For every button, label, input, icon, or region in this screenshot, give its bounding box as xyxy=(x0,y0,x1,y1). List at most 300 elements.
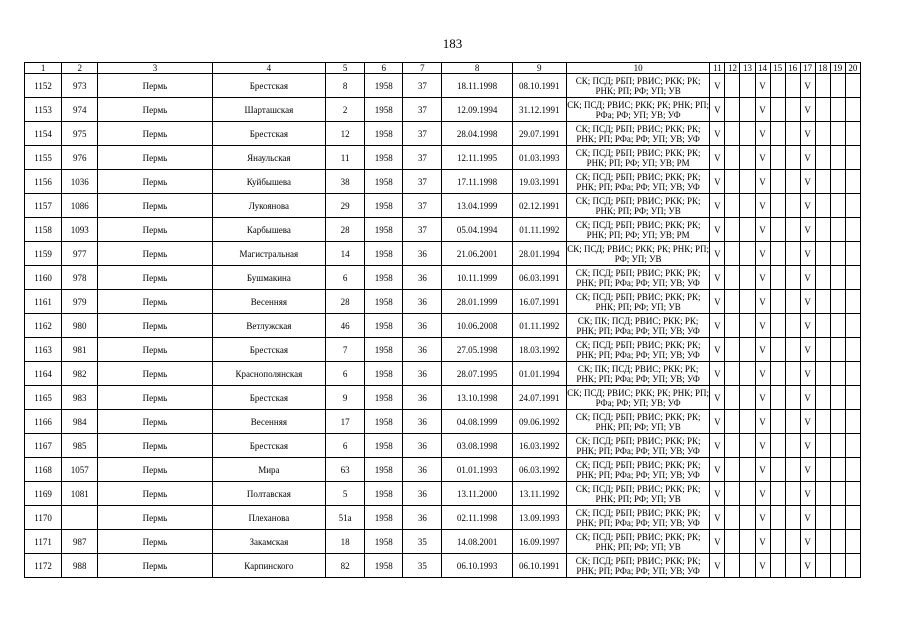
cell-col-20 xyxy=(845,74,860,98)
cell-col-10: СК; ПСД; РБП; РВИС; РКК; РК; РНК; РП; РФ; УП; УВ xyxy=(566,74,710,98)
cell-col-10: СК; ПСД; РБП; РВИС; РКК; РК; РНК; РП; РФ; УП; УВ xyxy=(566,410,710,434)
cell-col-14: V xyxy=(755,458,770,482)
cell-col-4: Брестская xyxy=(212,434,325,458)
cell-col-1: 1162 xyxy=(25,314,62,338)
cell-col-16 xyxy=(785,386,800,410)
cell-col-13 xyxy=(740,554,755,578)
table-row xyxy=(25,434,861,458)
cell-col-14: V xyxy=(755,266,770,290)
table-row xyxy=(25,122,861,146)
cell-col-9: 01.03.1993 xyxy=(512,146,566,170)
cell-col-19 xyxy=(830,362,845,386)
cell-col-18 xyxy=(815,218,830,242)
column-header-15: 15 xyxy=(770,63,785,74)
cell-col-14: V xyxy=(755,482,770,506)
cell-col-11: V xyxy=(710,314,725,338)
column-header-5: 5 xyxy=(326,63,365,74)
cell-col-18 xyxy=(815,146,830,170)
cell-col-4: Плеханова xyxy=(212,506,325,530)
cell-col-4: Краснополянская xyxy=(212,362,325,386)
cell-col-12 xyxy=(725,290,740,314)
table-row xyxy=(25,218,861,242)
cell-col-6: 1958 xyxy=(365,122,403,146)
cell-col-11: V xyxy=(710,506,725,530)
table-row xyxy=(25,194,861,218)
cell-col-20 xyxy=(845,170,860,194)
cell-col-3: Пермь xyxy=(98,506,212,530)
cell-col-19 xyxy=(830,98,845,122)
cell-col-17: V xyxy=(800,122,815,146)
cell-col-16 xyxy=(785,458,800,482)
cell-col-10: СК; ПК; ПСД; РВИС; РКК; РК; РНК; РП; РФа; РФ; УП; УВ; УФ xyxy=(566,362,710,386)
cell-col-19 xyxy=(830,74,845,98)
cell-col-18 xyxy=(815,170,830,194)
cell-col-15 xyxy=(770,98,785,122)
cell-col-15 xyxy=(770,482,785,506)
table-row xyxy=(25,482,861,506)
cell-col-12 xyxy=(725,74,740,98)
cell-col-5: 29 xyxy=(326,194,365,218)
cell-col-3: Пермь xyxy=(98,482,212,506)
cell-col-17: V xyxy=(800,386,815,410)
table-row xyxy=(25,266,861,290)
cell-col-1: 1152 xyxy=(25,74,62,98)
table-row xyxy=(25,242,861,266)
cell-col-19 xyxy=(830,554,845,578)
cell-col-15 xyxy=(770,266,785,290)
cell-col-9: 24.07.1991 xyxy=(512,386,566,410)
cell-col-11: V xyxy=(710,362,725,386)
cell-col-20 xyxy=(845,482,860,506)
cell-col-5: 2 xyxy=(326,98,365,122)
cell-col-18 xyxy=(815,434,830,458)
cell-col-7: 36 xyxy=(403,410,442,434)
cell-col-3: Пермь xyxy=(98,194,212,218)
column-header-13: 13 xyxy=(740,63,755,74)
cell-col-14: V xyxy=(755,386,770,410)
cell-col-15 xyxy=(770,194,785,218)
cell-col-12 xyxy=(725,146,740,170)
cell-col-7: 37 xyxy=(403,74,442,98)
cell-col-13 xyxy=(740,266,755,290)
cell-col-4: Полтавская xyxy=(212,482,325,506)
cell-col-10: СК; ПК; ПСД; РВИС; РКК; РК; РНК; РП; РФа; РФ; УП; УВ; УФ xyxy=(566,314,710,338)
cell-col-16 xyxy=(785,434,800,458)
cell-col-5: 8 xyxy=(326,74,365,98)
cell-col-4: Мира xyxy=(212,458,325,482)
cell-col-10: СК; ПСД; РВИС; РКК; РК; РНК; РП; РФа; РФ; УП; УВ; УФ xyxy=(567,99,709,120)
cell-col-2: 987 xyxy=(62,530,98,554)
column-header-16: 16 xyxy=(785,63,800,74)
cell-col-18 xyxy=(815,482,830,506)
cell-col-7: 37 xyxy=(403,98,442,122)
cell-col-6: 1958 xyxy=(365,458,403,482)
cell-col-3: Пермь xyxy=(98,266,212,290)
cell-col-2: 1036 xyxy=(62,170,98,194)
cell-col-7: 37 xyxy=(403,218,442,242)
column-header-9: 9 xyxy=(512,63,566,74)
cell-col-1: 1160 xyxy=(25,266,62,290)
cell-col-5: 51а xyxy=(326,506,365,530)
table-row xyxy=(25,338,861,362)
cell-col-6: 1958 xyxy=(365,218,403,242)
cell-col-12 xyxy=(725,266,740,290)
cell-col-7: 35 xyxy=(403,530,442,554)
cell-col-6: 1958 xyxy=(365,410,403,434)
cell-col-5: 63 xyxy=(326,458,365,482)
cell-col-1: 1153 xyxy=(25,98,62,122)
cell-col-12 xyxy=(725,410,740,434)
cell-col-5: 9 xyxy=(326,386,365,410)
cell-col-20 xyxy=(845,194,860,218)
cell-col-11: V xyxy=(710,74,725,98)
cell-col-13 xyxy=(740,242,755,266)
cell-col-2: 1081 xyxy=(62,482,98,506)
cell-col-1: 1158 xyxy=(25,218,62,242)
cell-col-14: V xyxy=(755,506,770,530)
cell-col-3: Пермь xyxy=(98,98,212,122)
cell-col-3: Пермь xyxy=(98,434,212,458)
cell-col-1: 1161 xyxy=(25,290,62,314)
cell-col-12 xyxy=(725,218,740,242)
cell-col-6: 1958 xyxy=(365,194,403,218)
cell-col-5: 46 xyxy=(326,314,365,338)
cell-col-1: 1157 xyxy=(25,194,62,218)
cell-col-17: V xyxy=(800,554,815,578)
cell-col-12 xyxy=(725,554,740,578)
cell-col-7: 36 xyxy=(403,362,442,386)
cell-col-7: 36 xyxy=(403,434,442,458)
cell-col-20 xyxy=(845,362,860,386)
cell-col-9: 31.12.1991 xyxy=(512,98,566,122)
cell-col-6: 1958 xyxy=(365,74,403,98)
cell-col-17: V xyxy=(800,170,815,194)
cell-col-10: СК; ПСД; РБП; РВИС; РКК; РК; РНК; РП; РФ; УП; УВ xyxy=(566,194,710,218)
table-header-row xyxy=(25,63,861,74)
cell-col-19 xyxy=(830,122,845,146)
cell-col-11: V xyxy=(710,482,725,506)
cell-col-1: 1154 xyxy=(25,122,62,146)
cell-col-14: V xyxy=(755,242,770,266)
cell-col-18 xyxy=(815,458,830,482)
cell-col-20 xyxy=(845,410,860,434)
cell-col-8: 04.08.1999 xyxy=(442,410,512,434)
cell-col-10: СК; ПСД; РБП; РВИС; РКК; РК; РНК; РП; РФ; УП; УВ; РМ xyxy=(566,218,710,242)
table-row xyxy=(25,74,861,98)
cell-col-6: 1958 xyxy=(365,554,403,578)
cell-col-15 xyxy=(770,410,785,434)
cell-col-8: 10.06.2008 xyxy=(442,314,512,338)
cell-col-19 xyxy=(830,290,845,314)
cell-col-6: 1958 xyxy=(365,434,403,458)
cell-col-12 xyxy=(725,506,740,530)
cell-col-2: 1057 xyxy=(62,458,98,482)
cell-col-17: V xyxy=(800,218,815,242)
cell-col-5: 6 xyxy=(326,266,365,290)
cell-col-1: 1169 xyxy=(25,482,62,506)
column-header-6: 6 xyxy=(365,63,403,74)
cell-col-2: 981 xyxy=(62,338,98,362)
cell-col-5: 11 xyxy=(326,146,365,170)
cell-col-14: V xyxy=(755,146,770,170)
cell-col-6: 1958 xyxy=(365,506,403,530)
cell-col-20 xyxy=(845,338,860,362)
cell-col-11: V xyxy=(710,554,725,578)
cell-col-10: СК; ПСД; РБП; РВИС; РКК; РК; РНК; РП; РФ; УП; УВ; РМ xyxy=(566,146,710,170)
cell-col-14: V xyxy=(755,290,770,314)
cell-col-8: 18.11.1998 xyxy=(442,74,512,98)
cell-col-14: V xyxy=(755,434,770,458)
cell-col-19 xyxy=(830,482,845,506)
cell-col-18 xyxy=(815,98,830,122)
cell-col-15 xyxy=(770,434,785,458)
cell-col-15 xyxy=(770,338,785,362)
cell-col-9: 28.01.1994 xyxy=(512,242,566,266)
cell-col-20 xyxy=(845,458,860,482)
cell-col-13 xyxy=(740,386,755,410)
cell-col-18 xyxy=(815,506,830,530)
cell-col-7: 36 xyxy=(403,242,442,266)
cell-col-11: V xyxy=(710,458,725,482)
cell-col-17: V xyxy=(800,506,815,530)
cell-col-13 xyxy=(740,194,755,218)
column-header-2: 2 xyxy=(62,63,98,74)
cell-col-9: 06.03.1992 xyxy=(512,458,566,482)
cell-col-3: Пермь xyxy=(98,122,212,146)
column-header-4: 4 xyxy=(212,63,325,74)
cell-col-19 xyxy=(830,338,845,362)
column-header-17: 17 xyxy=(800,63,815,74)
cell-col-19 xyxy=(830,434,845,458)
cell-col-17: V xyxy=(800,362,815,386)
cell-col-14: V xyxy=(755,194,770,218)
cell-col-11: V xyxy=(710,530,725,554)
cell-col-8: 01.01.1993 xyxy=(442,458,512,482)
column-header-10: 10 xyxy=(566,63,710,74)
cell-col-8: 03.08.1998 xyxy=(442,434,512,458)
cell-col-18 xyxy=(815,290,830,314)
cell-col-10: СК; ПСД; РБП; РВИС; РКК; РК; РНК; РП; РФ; УП; УВ xyxy=(566,530,710,554)
cell-col-6: 1958 xyxy=(365,98,403,122)
column-header-12: 12 xyxy=(725,63,740,74)
cell-col-11: V xyxy=(710,122,725,146)
cell-col-4: Брестская xyxy=(212,74,325,98)
table-row xyxy=(25,554,861,578)
cell-col-6: 1958 xyxy=(365,266,403,290)
cell-col-18 xyxy=(815,338,830,362)
column-header-20: 20 xyxy=(845,63,860,74)
cell-col-7: 37 xyxy=(403,146,442,170)
cell-col-18 xyxy=(815,530,830,554)
cell-col-3: Пермь xyxy=(98,290,212,314)
cell-col-2: 975 xyxy=(62,122,98,146)
cell-col-12 xyxy=(725,338,740,362)
cell-col-9: 01.11.1992 xyxy=(512,314,566,338)
cell-col-8: 17.11.1998 xyxy=(442,170,512,194)
cell-col-13 xyxy=(740,122,755,146)
cell-col-11: V xyxy=(710,434,725,458)
cell-col-2: 1086 xyxy=(62,194,98,218)
cell-col-5: 5 xyxy=(326,482,365,506)
cell-col-16 xyxy=(785,170,800,194)
cell-col-17: V xyxy=(800,482,815,506)
cell-col-2: 982 xyxy=(62,362,98,386)
column-header-1: 1 xyxy=(25,63,62,74)
cell-col-3: Пермь xyxy=(98,362,212,386)
cell-col-2: 976 xyxy=(62,146,98,170)
cell-col-11: V xyxy=(710,338,725,362)
cell-col-10: СК; ПСД; РБП; РВИС; РКК; РК; РНК; РП; РФа; РФ; УП; УВ; УФ xyxy=(566,266,710,290)
cell-col-6: 1958 xyxy=(365,242,403,266)
cell-col-5: 17 xyxy=(326,410,365,434)
cell-col-16 xyxy=(785,314,800,338)
cell-col-10: СК; ПСД; РБП; РВИС; РКК; РК; РНК; РП; РФа; РФ; УП; УВ; УФ xyxy=(566,122,710,146)
cell-col-1: 1168 xyxy=(25,458,62,482)
cell-col-7: 37 xyxy=(403,170,442,194)
cell-col-18 xyxy=(815,266,830,290)
cell-col-11: V xyxy=(710,98,725,122)
cell-col-9: 06.10.1991 xyxy=(512,554,566,578)
cell-col-2: 985 xyxy=(62,434,98,458)
cell-col-11: V xyxy=(710,242,725,266)
column-header-14: 14 xyxy=(755,63,770,74)
cell-col-11: V xyxy=(710,266,725,290)
cell-col-18 xyxy=(815,242,830,266)
cell-col-3: Пермь xyxy=(98,314,212,338)
cell-col-12 xyxy=(725,122,740,146)
cell-col-3: Пермь xyxy=(98,74,212,98)
cell-col-1: 1155 xyxy=(25,146,62,170)
cell-col-3: Пермь xyxy=(98,458,212,482)
cell-col-17: V xyxy=(800,338,815,362)
cell-col-8: 06.10.1993 xyxy=(442,554,512,578)
cell-col-8: 28.01.1999 xyxy=(442,290,512,314)
cell-col-3: Пермь xyxy=(98,218,212,242)
cell-col-10: СК; ПСД; РБП; РВИС; РКК; РК; РНК; РП; РФ; УП; УВ xyxy=(566,290,710,314)
cell-col-9: 01.11.1992 xyxy=(512,218,566,242)
cell-col-11: V xyxy=(710,410,725,434)
cell-col-14: V xyxy=(755,122,770,146)
cell-col-4: Шарташская xyxy=(212,98,325,122)
cell-col-16 xyxy=(785,266,800,290)
cell-col-16 xyxy=(785,242,800,266)
cell-col-4: Весенняя xyxy=(212,410,325,434)
cell-col-3: Пермь xyxy=(98,530,212,554)
cell-col-15 xyxy=(770,362,785,386)
cell-col-9: 18.03.1992 xyxy=(512,338,566,362)
cell-col-19 xyxy=(830,242,845,266)
cell-col-12 xyxy=(725,434,740,458)
cell-col-7: 36 xyxy=(403,314,442,338)
cell-col-4: Янаульская xyxy=(212,146,325,170)
cell-col-9: 01.01.1994 xyxy=(512,362,566,386)
cell-col-5: 7 xyxy=(326,338,365,362)
cell-col-13 xyxy=(740,338,755,362)
cell-col-17: V xyxy=(800,242,815,266)
column-header-19: 19 xyxy=(830,63,845,74)
cell-col-18 xyxy=(815,386,830,410)
cell-col-10: СК; ПСД; РБП; РВИС; РКК; РК; РНК; РП; РФа; РФ; УП; УВ; УФ xyxy=(566,554,710,578)
cell-col-9: 02.12.1991 xyxy=(512,194,566,218)
cell-col-20 xyxy=(845,530,860,554)
cell-col-15 xyxy=(770,146,785,170)
cell-col-6: 1958 xyxy=(365,146,403,170)
cell-col-4: Лукоянова xyxy=(212,194,325,218)
cell-col-2: 980 xyxy=(62,314,98,338)
cell-col-1: 1171 xyxy=(25,530,62,554)
cell-col-5: 38 xyxy=(326,170,365,194)
cell-col-12 xyxy=(725,482,740,506)
cell-col-10: СК; ПСД; РБП; РВИС; РКК; РК; РНК; РП; РФа; РФ; УП; УВ; УФ xyxy=(566,458,710,482)
cell-col-17: V xyxy=(800,266,815,290)
cell-col-14: V xyxy=(755,338,770,362)
cell-col-19 xyxy=(830,314,845,338)
cell-col-12 xyxy=(725,98,740,122)
cell-col-3: Пермь xyxy=(98,170,212,194)
cell-col-19 xyxy=(830,218,845,242)
cell-col-17: V xyxy=(800,98,815,122)
cell-col-16 xyxy=(785,482,800,506)
cell-col-18 xyxy=(815,362,830,386)
cell-col-13 xyxy=(740,146,755,170)
cell-col-13 xyxy=(740,506,755,530)
cell-col-11: V xyxy=(710,194,725,218)
cell-col-9: 08.10.1991 xyxy=(512,74,566,98)
cell-col-16 xyxy=(785,338,800,362)
cell-col-19 xyxy=(830,410,845,434)
cell-col-5: 28 xyxy=(326,290,365,314)
cell-col-9: 06.03.1991 xyxy=(512,266,566,290)
cell-col-1: 1163 xyxy=(25,338,62,362)
cell-col-1: 1156 xyxy=(25,170,62,194)
cell-col-12 xyxy=(725,362,740,386)
cell-col-16 xyxy=(785,410,800,434)
cell-col-19 xyxy=(830,386,845,410)
cell-col-4: Весенняя xyxy=(212,290,325,314)
cell-col-15 xyxy=(770,218,785,242)
cell-col-15 xyxy=(770,458,785,482)
cell-col-12 xyxy=(725,530,740,554)
cell-col-16 xyxy=(785,74,800,98)
cell-col-8: 13.11.2000 xyxy=(442,482,512,506)
cell-col-2: 988 xyxy=(62,554,98,578)
cell-col-20 xyxy=(845,218,860,242)
cell-col-8: 14.08.2001 xyxy=(442,530,512,554)
cell-col-3: Пермь xyxy=(98,554,212,578)
cell-col-12 xyxy=(725,242,740,266)
cell-col-20 xyxy=(845,290,860,314)
cell-col-6: 1958 xyxy=(365,530,403,554)
cell-col-9: 19.03.1991 xyxy=(512,170,566,194)
cell-col-10: СК; ПСД; РБП; РВИС; РКК; РК; РНК; РП; РФа; РФ; УП; УВ; УФ xyxy=(566,338,710,362)
cell-col-2 xyxy=(62,506,98,530)
cell-col-5: 12 xyxy=(326,122,365,146)
table-row xyxy=(25,386,861,410)
cell-col-6: 1958 xyxy=(365,386,403,410)
cell-col-16 xyxy=(785,506,800,530)
cell-col-4: Ветлужская xyxy=(212,314,325,338)
cell-col-20 xyxy=(845,506,860,530)
column-header-3: 3 xyxy=(98,63,212,74)
cell-col-8: 21.06.2001 xyxy=(442,242,512,266)
cell-col-14: V xyxy=(755,314,770,338)
table-row xyxy=(25,530,861,554)
cell-col-2: 979 xyxy=(62,290,98,314)
cell-col-2: 978 xyxy=(62,266,98,290)
column-header-8: 8 xyxy=(442,63,512,74)
cell-col-2: 984 xyxy=(62,410,98,434)
cell-col-13 xyxy=(740,218,755,242)
